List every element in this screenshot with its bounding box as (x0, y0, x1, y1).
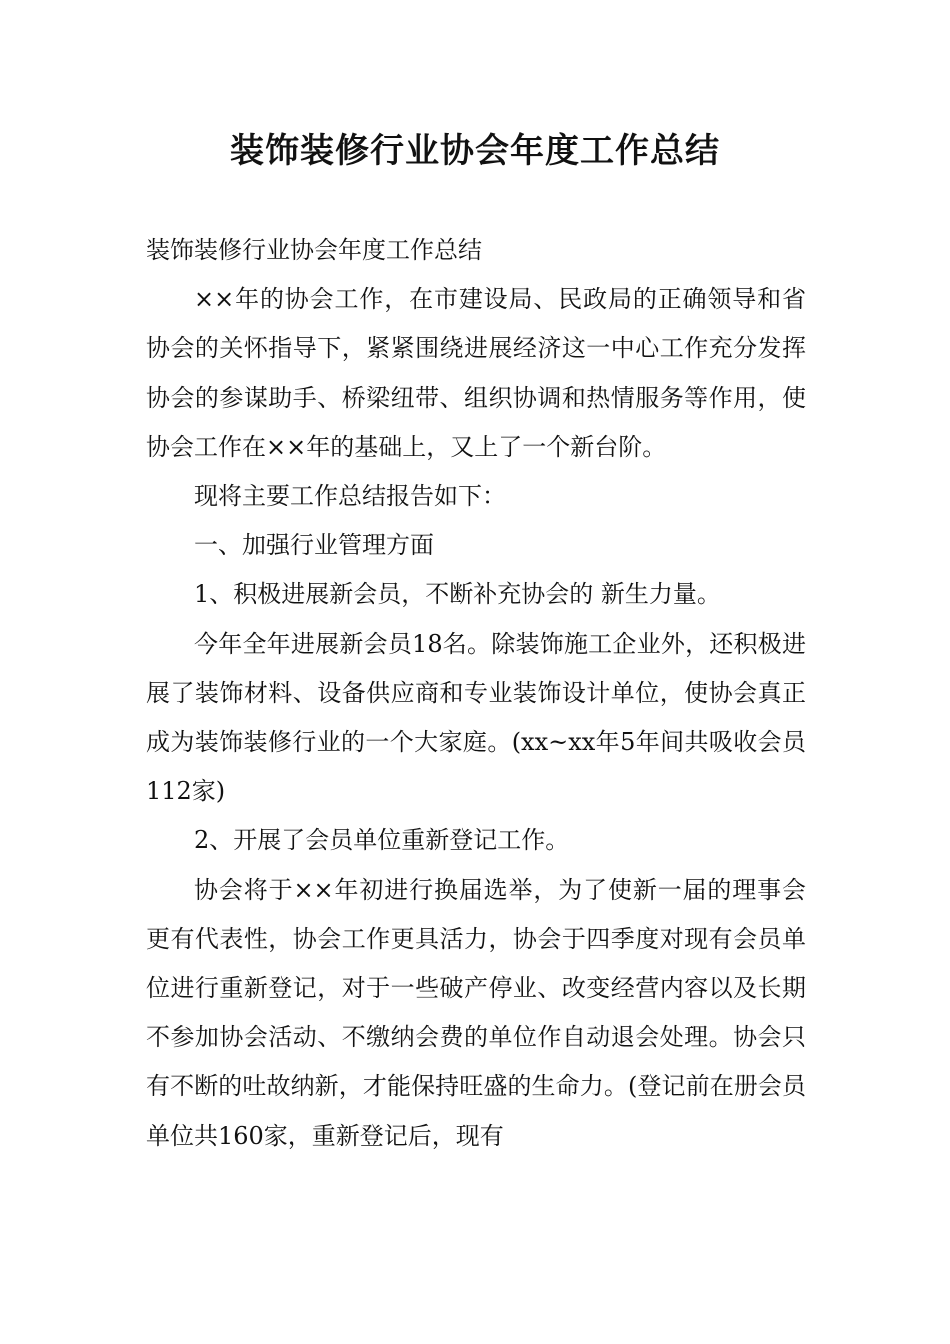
intro-paragraph: ××年的协会工作，在市建设局、民政局的正确领导和省协会的关怀指导下，紧紧围绕进展经济这一中心工作充分发挥协会的参谋助手、桥梁纽带、组织协调和热情服务等作用，使协会工作在××年的基础上，又上了一个新台阶。 (146, 285, 806, 461)
item-body-1: 今年全年进展新会员18名。除装饰施工企业外，还积极进展了装饰材料、设备供应商和专业装饰设计单位，使协会真正成为装饰装修行业的一个大家庭。(xx~xx年5年间共吸收会员112家) (146, 629, 806, 806)
subtitle-paragraph: 装饰装修行业协会年度工作总结 (146, 236, 482, 264)
document-body (146, 226, 806, 1161)
document-title: 装饰装修行业协会年度工作总结 (230, 131, 720, 171)
item-heading-2: 2、开展了会员单位重新登记工作。 (194, 826, 570, 855)
item-heading-1: 1、积极进展新会员，不断补充协会的 新生力量。 (194, 580, 721, 609)
report-lead-paragraph: 现将主要工作总结报告如下： (194, 482, 506, 511)
section-heading-1: 一、加强行业管理方面 (194, 531, 434, 560)
item-body-2: 协会将于××年初进行换届选举，为了使新一届的理事会更有代表性，协会工作更具活力，协会于四季度对现有会员单位进行重新登记，对于一些破产停业、改变经营内容以及长期不参加协会活动、不缴纳会费的单位作自动退会处理。协会只有不断的吐故纳新，才能保持旺盛的生命力。(登记前在册会员单位共160家，重新登记后，现有 (146, 875, 806, 1150)
